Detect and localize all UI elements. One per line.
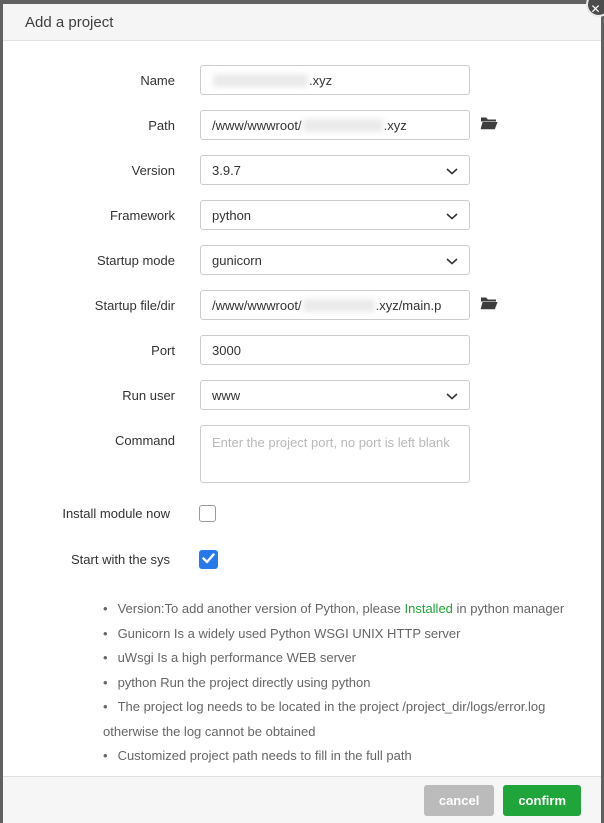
version-label: Version bbox=[131, 162, 175, 178]
note-text: Version:To add another version of Python, please bbox=[117, 601, 405, 616]
run-user-label: Run user bbox=[122, 387, 175, 403]
version-select[interactable] bbox=[200, 155, 470, 185]
start-with-sys-label: Start with the sys bbox=[71, 552, 170, 567]
chevron-down-icon bbox=[446, 208, 458, 223]
run-user-value: www bbox=[212, 387, 241, 403]
note-item bbox=[103, 744, 575, 769]
framework-select[interactable] bbox=[200, 200, 470, 230]
dialog-header bbox=[3, 4, 601, 41]
close-icon[interactable]: ✕ bbox=[586, 0, 604, 17]
redacted-text bbox=[303, 119, 383, 132]
name-row bbox=[3, 65, 601, 95]
framework-value: python bbox=[212, 207, 252, 223]
note-item bbox=[103, 622, 575, 647]
path-value-suffix: .xyz bbox=[383, 117, 407, 133]
path-input[interactable] bbox=[200, 110, 470, 140]
run-user-row bbox=[3, 380, 601, 410]
chevron-down-icon bbox=[446, 163, 458, 178]
redacted-text bbox=[213, 74, 308, 87]
add-project-form bbox=[3, 41, 601, 769]
start-with-sys-checkbox[interactable] bbox=[199, 550, 218, 569]
install-module-label: Install module now bbox=[62, 506, 170, 521]
path-browse-button[interactable] bbox=[480, 116, 498, 135]
path-label: Path bbox=[148, 117, 175, 133]
installed-link[interactable]: Installed bbox=[404, 601, 453, 616]
cancel-button[interactable]: cancel bbox=[424, 785, 494, 816]
port-row bbox=[3, 335, 601, 365]
note-text: Gunicorn Is a widely used Python WSGI UNIX HTTP server bbox=[117, 625, 461, 641]
dialog-footer bbox=[3, 776, 601, 823]
command-row bbox=[3, 425, 601, 483]
note-text: The project log needs to be located in the project /project_dir/logs/error.log otherwise the log cannot be obtained bbox=[103, 699, 546, 739]
folder-icon bbox=[480, 116, 498, 135]
startup-mode-label: Startup mode bbox=[96, 252, 175, 268]
name-value-suffix: .xyz bbox=[309, 72, 333, 88]
run-user-select[interactable] bbox=[200, 380, 470, 410]
note-item bbox=[103, 597, 575, 622]
startup-file-suffix: .xyz/main.p bbox=[375, 297, 442, 313]
version-row bbox=[3, 155, 601, 185]
startup-file-input[interactable] bbox=[200, 290, 470, 320]
install-module-row bbox=[3, 505, 601, 522]
install-module-checkbox[interactable] bbox=[199, 505, 216, 522]
path-row bbox=[3, 110, 601, 140]
note-text: uWsgi Is a high performance WEB server bbox=[117, 650, 356, 665]
chevron-down-icon bbox=[446, 253, 458, 268]
port-label: Port bbox=[151, 342, 175, 358]
help-notes-list bbox=[103, 597, 575, 769]
dialog-title: Add a project bbox=[25, 13, 114, 31]
port-input[interactable] bbox=[200, 335, 470, 365]
framework-row bbox=[3, 200, 601, 230]
version-value: 3.9.7 bbox=[212, 162, 241, 178]
startup-mode-select[interactable] bbox=[200, 245, 470, 275]
name-label: Name bbox=[140, 72, 175, 88]
startup-mode-value: gunicorn bbox=[212, 252, 262, 268]
framework-label: Framework bbox=[109, 207, 175, 223]
path-value-prefix: /www/wwwroot/ bbox=[212, 117, 302, 133]
chevron-down-icon bbox=[446, 388, 458, 403]
note-text: in python manager bbox=[452, 601, 565, 616]
note-item bbox=[103, 695, 575, 744]
startup-file-row bbox=[3, 290, 601, 320]
folder-icon bbox=[480, 296, 498, 315]
startup-file-browse-button[interactable] bbox=[480, 296, 498, 315]
command-label: Command bbox=[115, 433, 175, 448]
start-with-sys-row bbox=[3, 550, 601, 569]
name-input[interactable] bbox=[200, 65, 470, 95]
redacted-text bbox=[303, 299, 375, 312]
startup-file-prefix: /www/wwwroot/ bbox=[212, 297, 302, 313]
startup-file-label: Startup file/dir bbox=[94, 297, 175, 313]
port-value: 3000 bbox=[212, 342, 241, 358]
note-item bbox=[103, 646, 575, 671]
note-text: python Run the project directly using python bbox=[117, 674, 371, 690]
startup-mode-row bbox=[3, 245, 601, 275]
add-project-dialog bbox=[3, 1, 601, 823]
note-item bbox=[103, 671, 575, 696]
command-textarea[interactable]: Enter the project port, no port is left blank bbox=[200, 425, 470, 483]
note-text: Customized project path needs to fill in the full path bbox=[117, 748, 412, 763]
check-icon bbox=[202, 551, 215, 569]
confirm-button[interactable]: confirm bbox=[503, 785, 581, 816]
